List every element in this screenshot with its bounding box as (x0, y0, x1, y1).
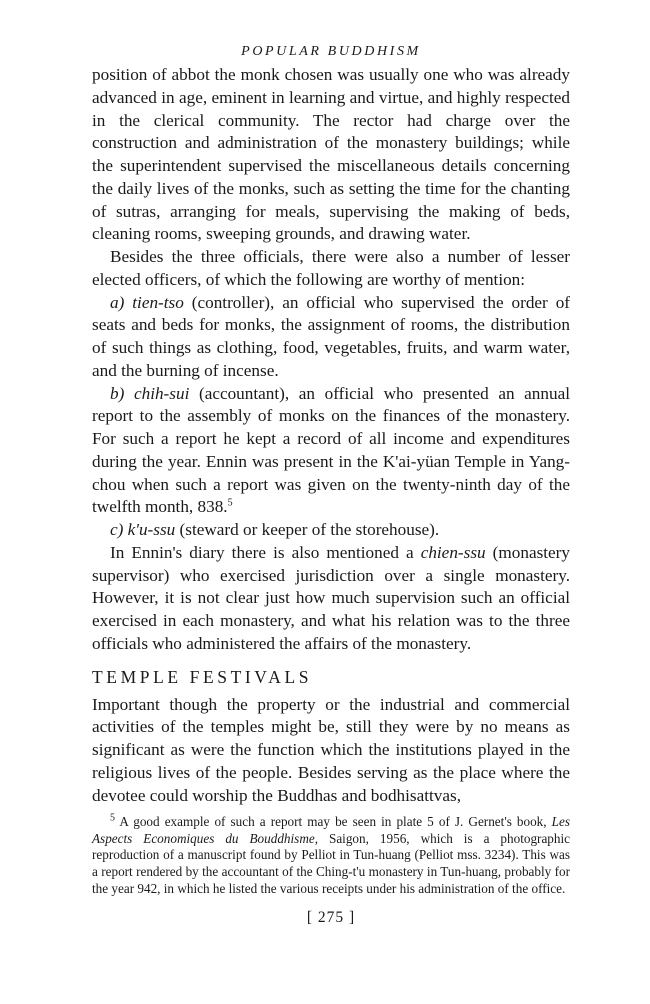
paragraph-chien-ssu (92, 542, 570, 656)
list-item-chih-sui (92, 383, 570, 520)
paragraph-temple-festivals: Important though the property or the industrial and commercial activities of the temples might be, still they were by no means as significant as were the function which the institutions played in the religious lives of the people. Besides serving as the place where the devotee could worship the Buddhas and bodhisattvas, (92, 694, 570, 805)
paragraph-text: In Ennin's diary there is also mentioned a (110, 542, 421, 562)
footnotes (92, 814, 570, 897)
footnote-number: 5 (110, 812, 115, 824)
footnote-text: , Saigon, 1956, which is a photographic reproduction of a manuscript found by Pelliot in Tun-huang (Pelliot mss. 3234). This was a report rendered by the accountant of the Ching-t'u monastery in Tun-huang, probably for the year 942, in which he listed the various receipts under his administration of the office. (92, 830, 571, 896)
item-marker: c) (110, 520, 124, 539)
body-text (92, 64, 570, 807)
item-text: (accountant), an official who presented an annual report to the assembly of monks on the finances of the monastery. For such a report he kept a record of all income and expenditures during the year. Ennin was present in the K'ai-yüan Temple in Yang-chou when such a report was given on the twenty-ninth day of the twelfth month, 838. (92, 383, 570, 517)
footnote-5 (92, 814, 570, 897)
list-item-ku-ssu (92, 519, 570, 542)
footnote-text: A good example of such a report may be seen in plate 5 of J. Gernet's book, (115, 814, 552, 830)
paragraph-text: (monastery supervisor) who exercised jurisdiction over a single monastery. However, it is not clear just how much supervision such an official exercised in each monastery, and what his relation was to the three officials who administered the affairs of the monastery. (92, 542, 570, 653)
item-term: chih-sui (133, 383, 190, 403)
footnote-book-title: Les Aspects Economiques du Bouddhisme (92, 814, 570, 846)
paragraph-lesser-officers: Besides the three officials, there were also a number of lesser elected officers, of which the following are worthy of mention: (92, 247, 570, 289)
item-marker: a) (110, 292, 125, 312)
item-term: k'u-ssu (127, 520, 176, 539)
running-head: POPULAR BUDDHISM (241, 44, 421, 59)
item-text: (controller), an official who supervised the order of seats and beds for monks, the assignment of rooms, the distribution of such things as clothing, food, vegetables, fruits, and warm water, and the burning of incense. (92, 292, 571, 380)
book-page (92, 0, 570, 927)
item-text: (steward or keeper of the storehouse). (175, 520, 440, 539)
footnote-ref: 5 (227, 497, 233, 509)
paragraph-abbot: position of abbot the monk chosen was usually one who was already advanced in age, eminent in learning and virtue, and highly respected in the clerical community. The rector had charge over the construction and administration of the monastery buildings; while the superintendent supervised the miscellaneous details concerning the daily lives of the monks, such as setting the time for the chanting of sutras, arranging for meals, supervising the making of beds, cleaning rooms, sweeping grounds, and drawing water. (92, 65, 570, 244)
term-chien-ssu: chien-ssu (420, 542, 486, 562)
list-item-tien-tso (92, 292, 570, 383)
section-heading: TEMPLE FESTIVALS (92, 666, 313, 687)
item-marker: b) (110, 383, 125, 403)
page-number: [ 275 ] (306, 909, 356, 927)
item-term: tien-tso (132, 292, 184, 312)
